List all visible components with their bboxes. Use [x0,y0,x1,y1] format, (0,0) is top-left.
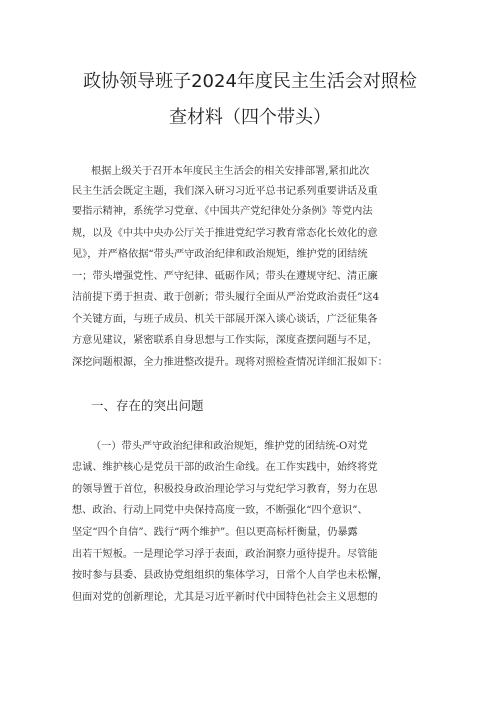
intro-line: 规，以及《中共中央办公厅关于推进党纪学习教育常态化长效化的意 [72,228,378,239]
section-line: 的领导置于首位，积极投身政治理论学习与党纪学习教育，努力在思 [72,484,378,495]
intro-line: 洁前提下勇于担责、敢于创新；带头履行全面从严治党政治责任”这4 [72,292,380,303]
section-line: （一）带头严守政治纪律和政治规矩，维护党的团结统-O对党 [91,441,368,452]
section-line: 忠诚、维护核心是党员干部的政治生命线。在工作实践中，始终将党 [72,462,378,473]
intro-line: 深挖问题根源，全力推进整改提升。现将对照检查情况详细汇报如下： [72,357,388,368]
section-line: 但面对党的创新理论，尤其是习近平新时代中国特色社会主义思想的 [72,592,378,603]
document-title-line-1: 政协领导班子2024年度民主生活会对照检 [83,71,417,92]
section-line: 想、政治、行动上同党中央保持高度一致，不断强化“四个意识”、 [72,505,368,516]
section-line: 按时参与县委、县政协党组组织的集体学习，日常个人自学也未松懈， [72,570,388,581]
intro-line: 民主生活会既定主题，我们深入研习习近平总书记系列重要讲话及重 [72,186,378,197]
intro-line: 见》，并严格依据“带头严守政治纪律和政治规矩，维护党的团结统 [72,249,368,260]
intro-line: 个关键方面，与班子成员、机关干部展开深入谈心谈话，广泛征集各 [72,314,378,325]
intro-line: 根据上级关于召开本年度民主生活会的相关安排部署,紧扣此次 [91,166,370,177]
document-title-line-2: 查材料（四个带头） [169,107,331,128]
intro-line: 一；带头增强党性、严守纪律、砥砺作风；带头在遵规守纪、清正廉 [72,271,378,282]
section-line: 出若干短板。一是理论学习浮于表面，政治洞察力亟待提升。尽管能 [72,549,378,560]
section-heading: 一、存在的突出问题 [91,398,204,413]
intro-line: 要指示精神，系统学习党章、《中国共产党纪律处分条例》等党内法 [72,206,373,217]
section-line: 坚定“四个自信”、践行“两个维护”。但以更高标杆衡量，仍暴露 [72,527,358,538]
intro-line: 方意见建议，紧密联系自身思想与工作实际，深度查摆问题与不足， [72,335,378,346]
